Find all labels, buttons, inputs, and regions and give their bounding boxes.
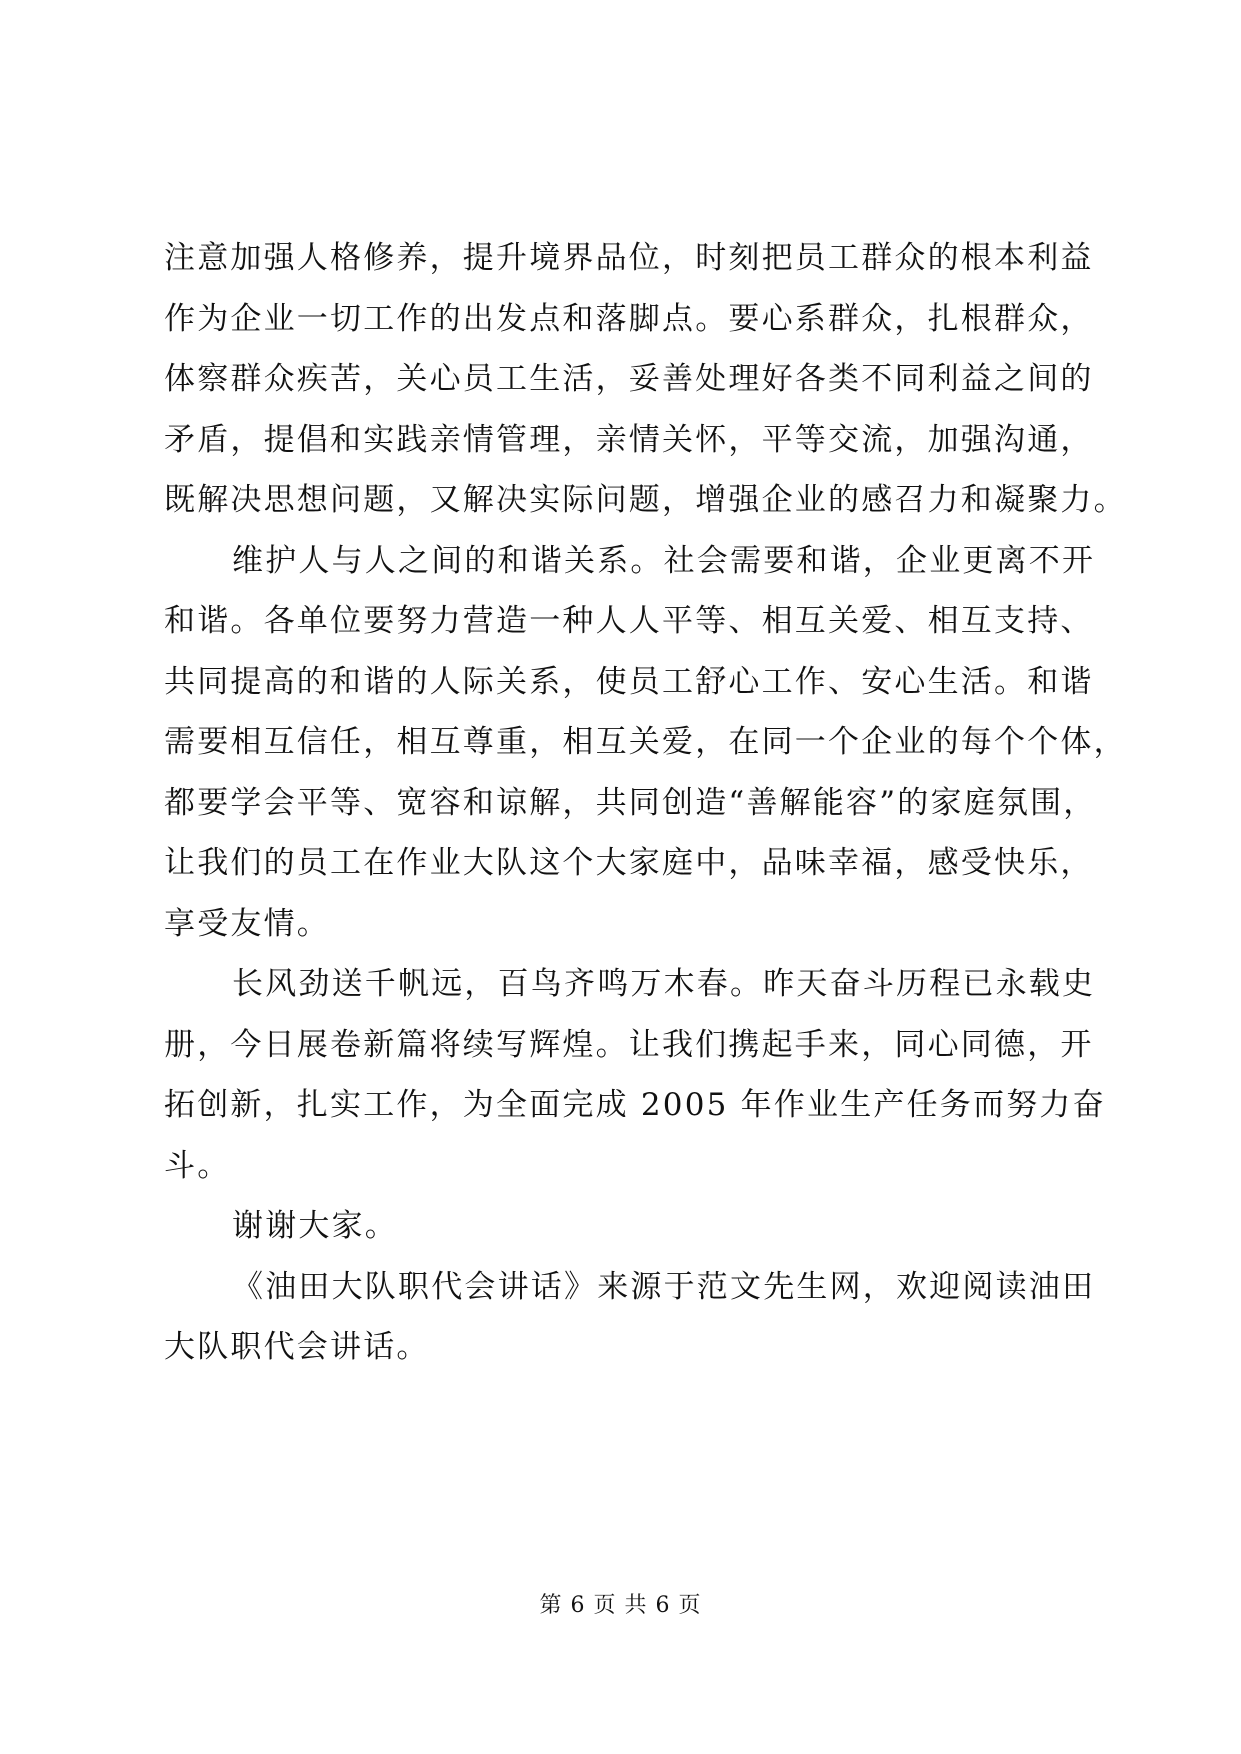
paragraph-5 [164, 1257, 1096, 1378]
paragraph-2 [164, 531, 1127, 955]
text-line: 《油田大队职代会讲话》来源于范文先生网，欢迎阅读油田 [232, 1268, 1096, 1305]
paragraph-1 [164, 228, 1127, 531]
paragraph-3 [164, 954, 1106, 1196]
text-line: 和谐。各单位要努力营造一种人人平等、相互关爱、相互支持、 [164, 603, 1094, 639]
paragraph-4 [164, 1196, 1084, 1257]
text-line: 维护人与人之间的和谐关系。社会需要和谐，企业更离不开 [232, 542, 1096, 579]
text-line: 都要学会平等、宽容和谅解，共同创造“善解能容”的家庭氛围， [164, 784, 1097, 821]
text-line: 体察群众疾苦，关心员工生活，妥善处理好各类不同利益之间的 [164, 361, 1094, 397]
text-line: 让我们的员工在作业大队这个大家庭中，品味幸福，感受快乐， [164, 845, 1094, 881]
text-line: 需要相互信任，相互尊重，相互关爱，在同一个企业的每个个体， [164, 724, 1127, 760]
text-line: 拓创新，扎实工作，为全面完成 2005 年作业生产任务而努力奋 [164, 1087, 1106, 1123]
page-number-footer: 第 6 页 共 6 页 [539, 1593, 702, 1618]
text-line: 斗。 [164, 1147, 231, 1184]
text-line: 既解决思想问题，又解决实际问题，增强企业的感召力和凝聚力。 [164, 482, 1127, 518]
text-line: 享受友情。 [164, 905, 330, 942]
text-line: 矛盾，提倡和实践亲情管理，亲情关怀，平等交流，加强沟通， [164, 421, 1094, 458]
text-line: 长风劲送千帆远，百鸟齐鸣万木春。昨天奋斗历程已永载史 [232, 966, 1096, 1002]
text-line: 册，今日展卷新篇将续写辉煌。让我们携起手来，同心同德，开 [164, 1026, 1094, 1063]
text-line: 大队职代会讲话。 [164, 1329, 430, 1365]
text-line: 谢谢大家。 [232, 1208, 398, 1244]
text-line: 作为企业一切工作的出发点和落脚点。要心系群众，扎根群众， [164, 300, 1094, 337]
text-line: 注意加强人格修养，提升境界品位，时刻把员工群众的根本利益 [164, 240, 1094, 276]
document-body [164, 228, 1127, 1378]
text-line: 共同提高的和谐的人际关系，使员工舒心工作、安心生活。和谐 [164, 663, 1094, 700]
